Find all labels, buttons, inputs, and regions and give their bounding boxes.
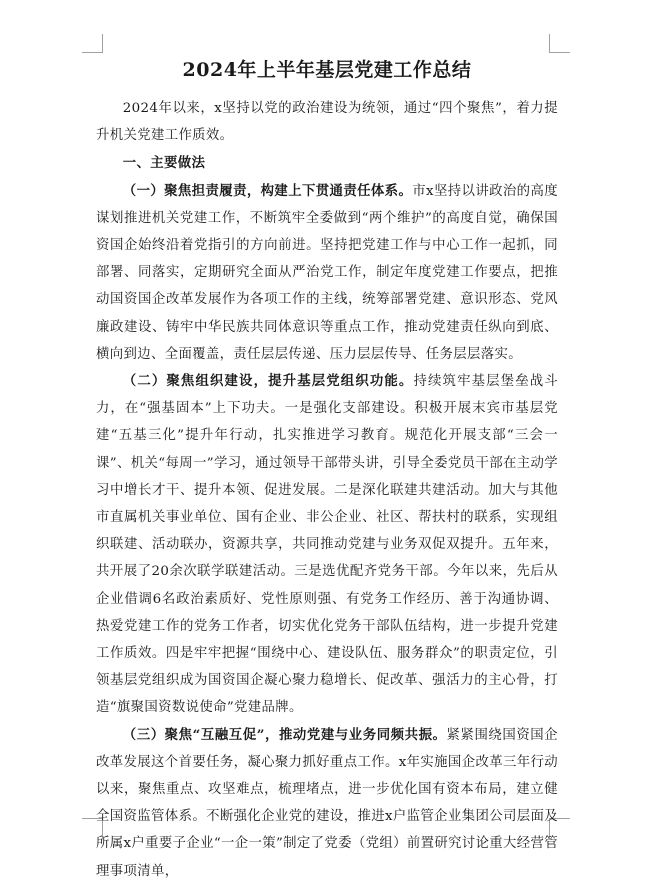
intro-paragraph: 2024年以来，x坚持以党的政治建设为统领，通过“四个聚焦”，着力提升机关党建工作质效。: [96, 101, 558, 144]
paragraph-item-1: [96, 178, 558, 368]
item-2-body: 持续筑牢基层堡垒战斗力，在“强基固本”上下功夫。一是强化支部建设。积极开展末宾市基层党建“五基三化”提升年行动，扎实推进学习教育。规范化开展支部“三会一课”、机关“每周一”学习，通过领导干部带头讲，引导全委党员干部在主动学习中增长才干、提升本领、促进发展。二是深化联建共建活动。加大与其他市直属机关事业单位、国有企业、非公企业、社区、帮扶村的联系，实现组织联建、活动联办，资源共享，共同推动党建与业务双促双提升。五年来，共开展了20余次联学联建活动。三是选优配齐党务干部。今年以来，先后从企业借调6名政治素质好、党性原则强、有党务工作经历、善于沟通协调、热爱党建工作的党务工作者，切实优化党务干部队伍结构，进一步提升党建工作质效。四是牢牢把握“围绕中心、建设队伍、服务群众”的职责定位，引领基层党组织成为国资国企凝心聚力稳增长、促改革、强活力的主心骨，打造“旗聚国资数说使命”党建品牌。: [96, 374, 559, 716]
item-2-lead: （二）聚焦组织建设，提升基层党组织功能。: [122, 373, 414, 390]
document-page: [96, 55, 558, 885]
page-corner-mark-top-right: [549, 34, 570, 53]
item-1-lead: （一）聚焦担责履责，构建上下贯通责任体系。: [122, 182, 413, 199]
section-heading-main-practices: 一、主要做法: [122, 155, 206, 172]
page-corner-mark-top-left: [82, 34, 103, 53]
item-1-body: 市x坚持以讲政治的高度谋划推进机关党建工作，不断筑牢全委做到“两个维护”的高度自觉，确保国资国企始终沿着党指引的方向前进。坚持把党建工作与中心工作一起抓，同部署、同落实，定期研究全面从严治党工作，制定年度党建工作要点，把推动国资国企改革发展作为各项工作的主线，统筹部署党建、意识形态、党风廉政建设、铸牢中华民族共同体意识等重点工作，推动党建责任纵向到底、横向到边、全面覆盖，责任层层传递、压力层层传导、任务层层落实。: [96, 183, 558, 362]
paragraph-item-2: [96, 368, 558, 722]
paragraph-item-3: [96, 722, 558, 885]
item-3-lead: （三）聚焦“互融互促”，推动党建与业务同频共振。: [122, 726, 447, 743]
document-title: 2024年上半年基层党建工作总结: [182, 59, 472, 81]
item-3-body: 紧紧围绕国资国企改革发展这个首要任务，凝心聚力抓好重点工作。x年实施国企改革三年行动以来，聚焦重点、攻坚难点，梳理堵点，进一步优化国有资本布局，建立健全国资监管体系。不断强化企业党的建设，推进x户监管企业集团公司层面及所属x户重要子企业“一企一策”制定了党委（党组）前置研究讨论重大经营管理事项清单，: [96, 727, 558, 879]
